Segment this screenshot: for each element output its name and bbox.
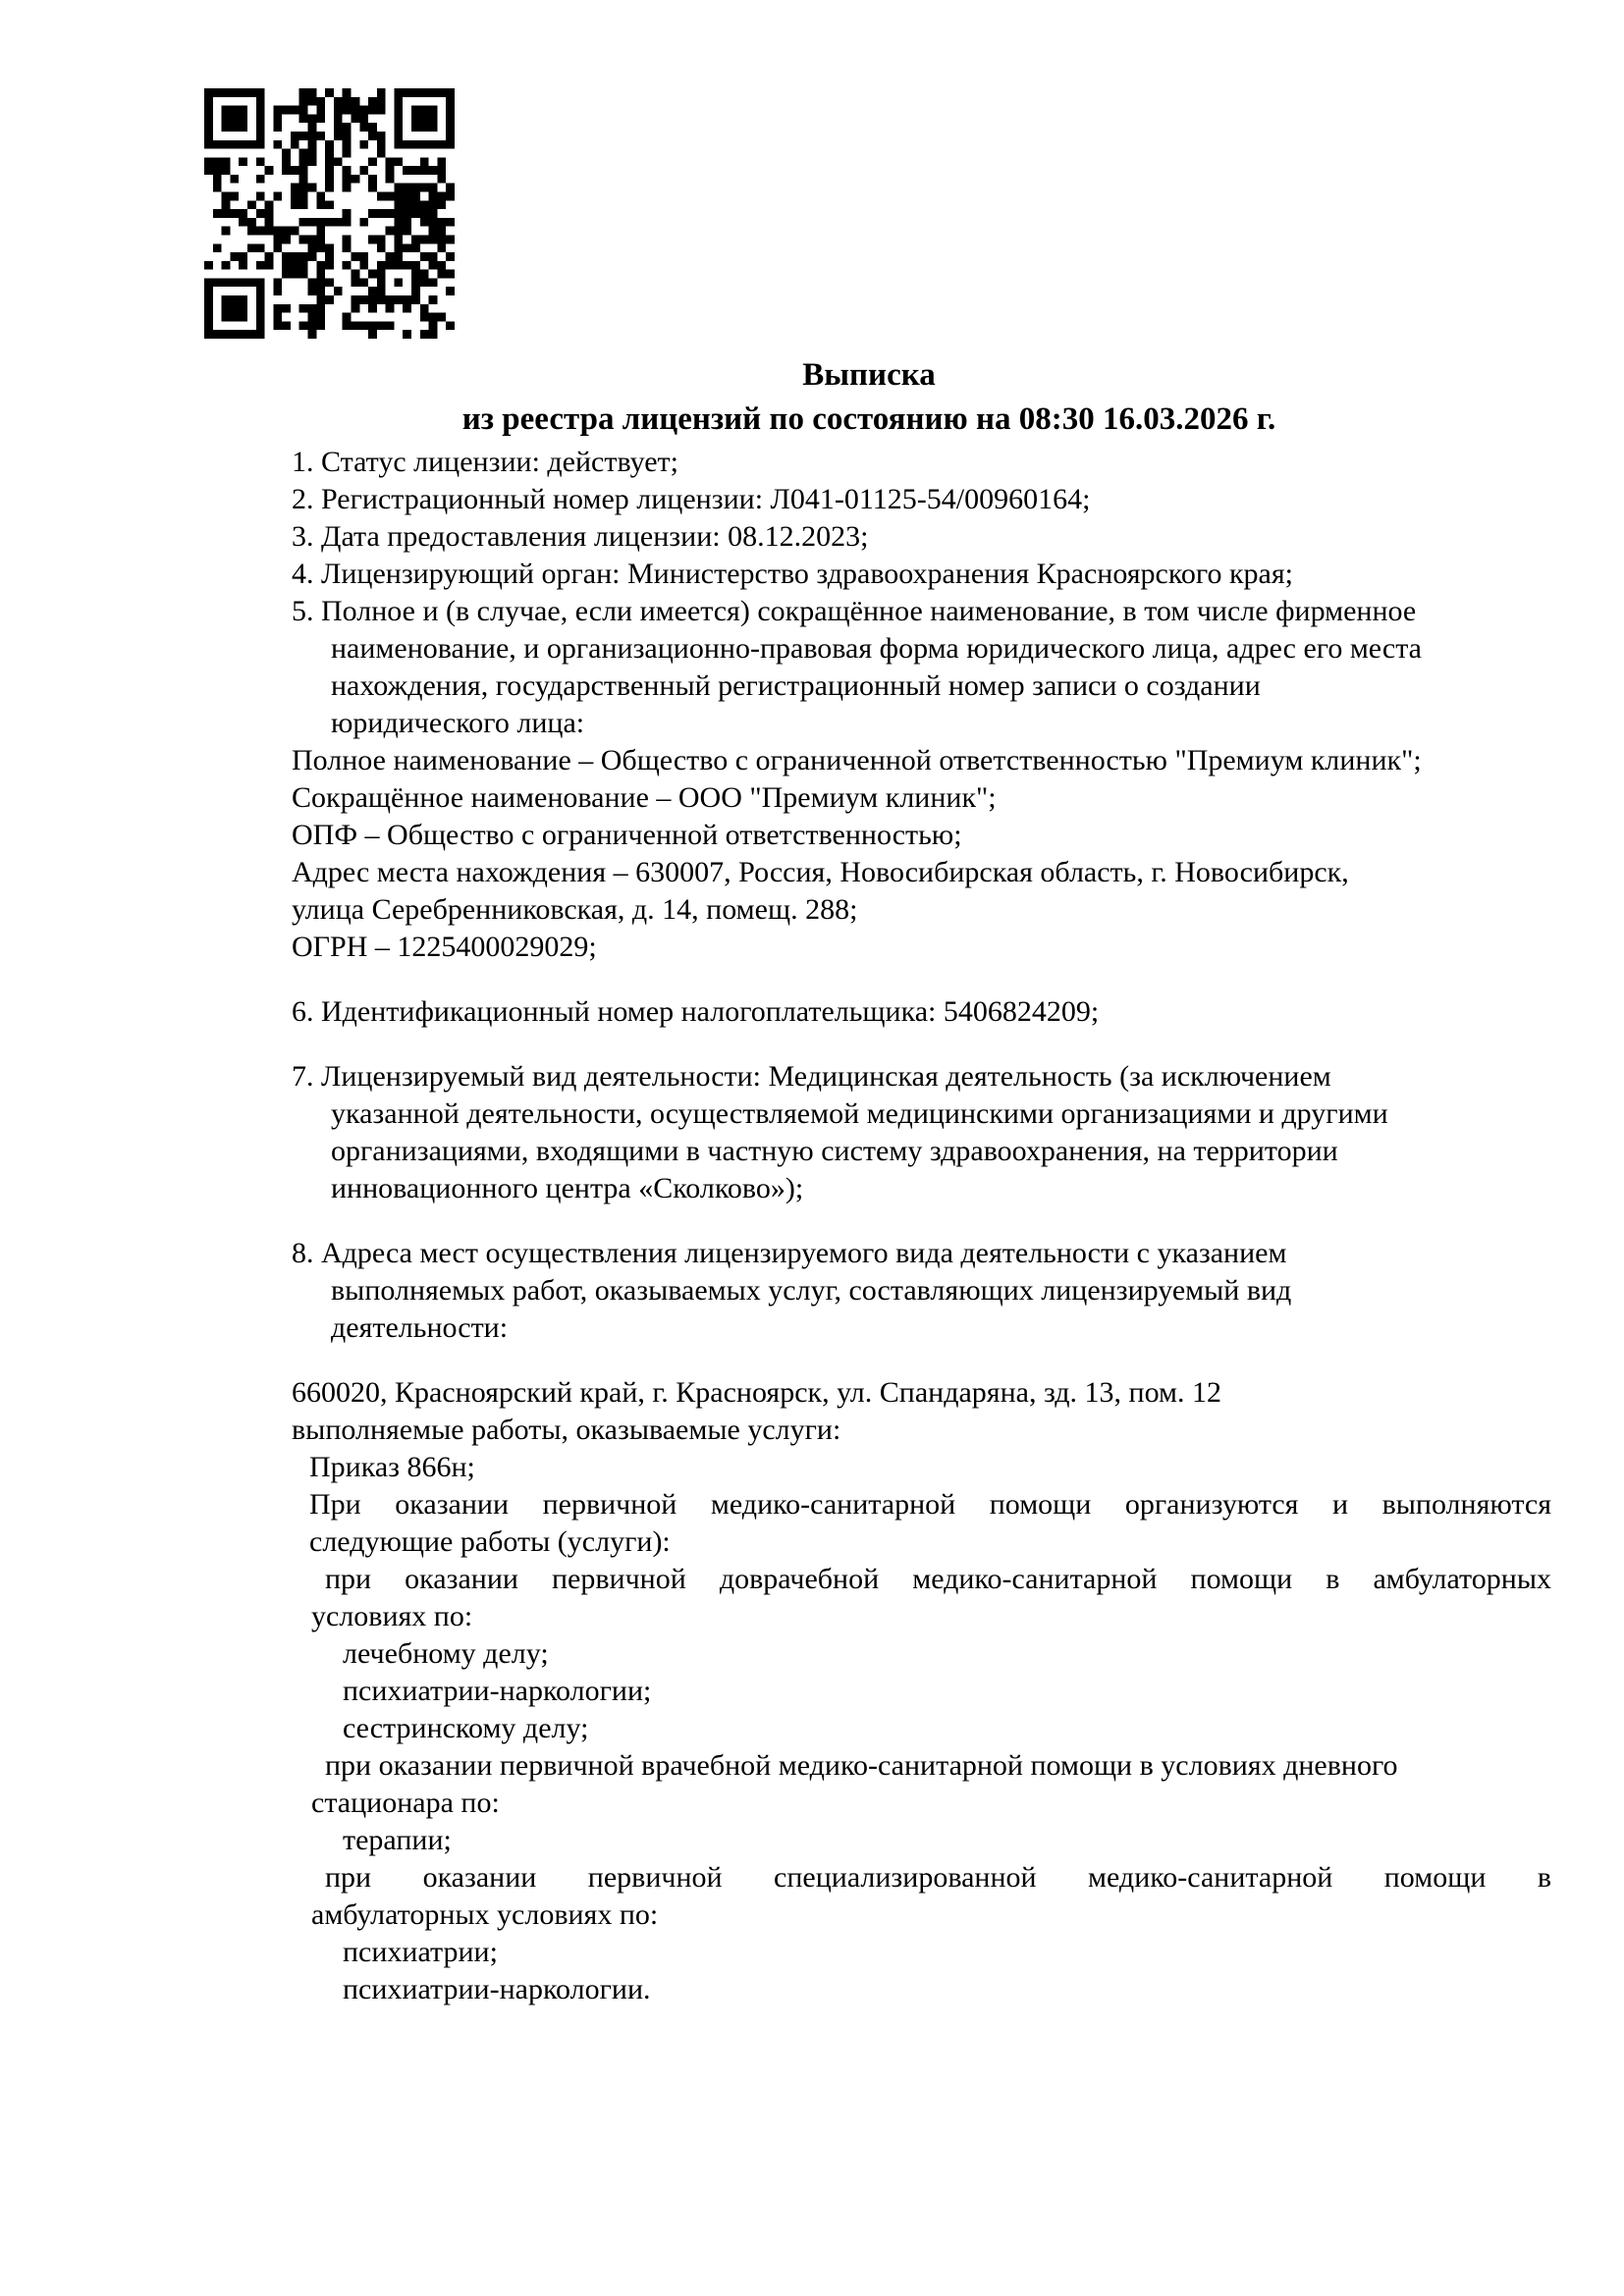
document-body (292, 444, 1551, 2008)
document-header (193, 353, 1544, 442)
document-line: 660020, Красноярский край, г. Красноярск, ул. Спандаряна, зд. 13, пом. 12 (292, 1376, 1221, 1409)
document-line: сестринскому делу; (343, 1712, 589, 1744)
document-line: терапии; (343, 1824, 452, 1856)
document-line: стационара по: (311, 1787, 500, 1819)
document-line: организациями, входящими в частную систему здравоохранения, на территории (331, 1135, 1338, 1167)
document-line: ОГРН – 1225400029029; (292, 931, 597, 963)
document-line: условиях по: (311, 1600, 473, 1632)
document-line: 1. Статус лицензии: действует; (292, 446, 678, 478)
document-line: амбулаторных условиях по: (311, 1898, 659, 1931)
document-line: При оказании первичной медико-санитарной помощи организуются и выполняются (309, 1488, 1551, 1521)
document-title: Выписка (802, 357, 936, 393)
document-line: 5. Полное и (в случае, если имеется) сокращённое наименование, в том числе фирменное (292, 595, 1417, 627)
document-line: психиатрии; (343, 1936, 498, 1968)
document-line: психиатрии-наркологии; (343, 1675, 652, 1707)
qr-code (204, 88, 455, 339)
document-line: указанной деятельности, осуществляемой медицинскими организациями и другими (331, 1097, 1388, 1130)
document-line: психиатрии-наркологии. (343, 1973, 651, 2005)
document-line: 8. Адреса мест осуществления лицензируемого вида деятельности с указанием (292, 1237, 1287, 1269)
document-line: Полное наименование – Общество с ограниченной ответственностью "Премиум клиник"; (292, 744, 1422, 776)
document-line: 7. Лицензируемый вид деятельности: Медицинская деятельность (за исключением (292, 1060, 1331, 1093)
document-line: при оказании первичной специализированной медико-санитарной помощи в (325, 1861, 1551, 1894)
document-line: при оказании первичной доврачебной медико-санитарной помощи в амбулаторных (325, 1563, 1551, 1595)
document-line: следующие работы (услуги): (309, 1525, 671, 1558)
document-line: 4. Лицензирующий орган: Министерство здравоохранения Красноярского края; (292, 558, 1293, 590)
document-line: выполняемые работы, оказываемые услуги: (292, 1414, 841, 1446)
document-subtitle: из реестра лицензий по состоянию на 08:30 16.03.2026 г. (461, 401, 1276, 437)
document-line: 2. Регистрационный номер лицензии: Л041-01125-54/00960164; (292, 483, 1091, 515)
document-line: выполняемых работ, оказываемых услуг, составляющих лицензируемый вид (331, 1274, 1292, 1307)
document-line: деятельности: (331, 1311, 509, 1344)
document-line: улица Серебренниковская, д. 14, помещ. 288; (292, 893, 858, 926)
document-line: лечебному делу; (343, 1637, 549, 1670)
document-line: нахождения, государственный регистрационный номер записи о создании (331, 669, 1261, 702)
document-line: Приказ 866н; (309, 1451, 475, 1483)
document-line: Адрес места нахождения – 630007, Россия, Новосибирская область, г. Новосибирск, (292, 856, 1349, 888)
document-line: при оказании первичной врачебной медико-санитарной помощи в условиях дневного (325, 1749, 1398, 1782)
document-line: инновационного центра «Сколково»); (331, 1172, 804, 1204)
document-line: 3. Дата предоставления лицензии: 08.12.2023; (292, 520, 869, 553)
document-line: Сокращённое наименование – ООО "Премиум клиник"; (292, 781, 997, 814)
document-line: ОПФ – Общество с ограниченной ответственностью; (292, 819, 962, 851)
document-line: 6. Идентификационный номер налогоплательщика: 5406824209; (292, 995, 1100, 1028)
document-line: юридического лица: (331, 707, 585, 739)
document-line: наименование, и организационно-правовая форма юридического лица, адрес его места (331, 632, 1422, 665)
